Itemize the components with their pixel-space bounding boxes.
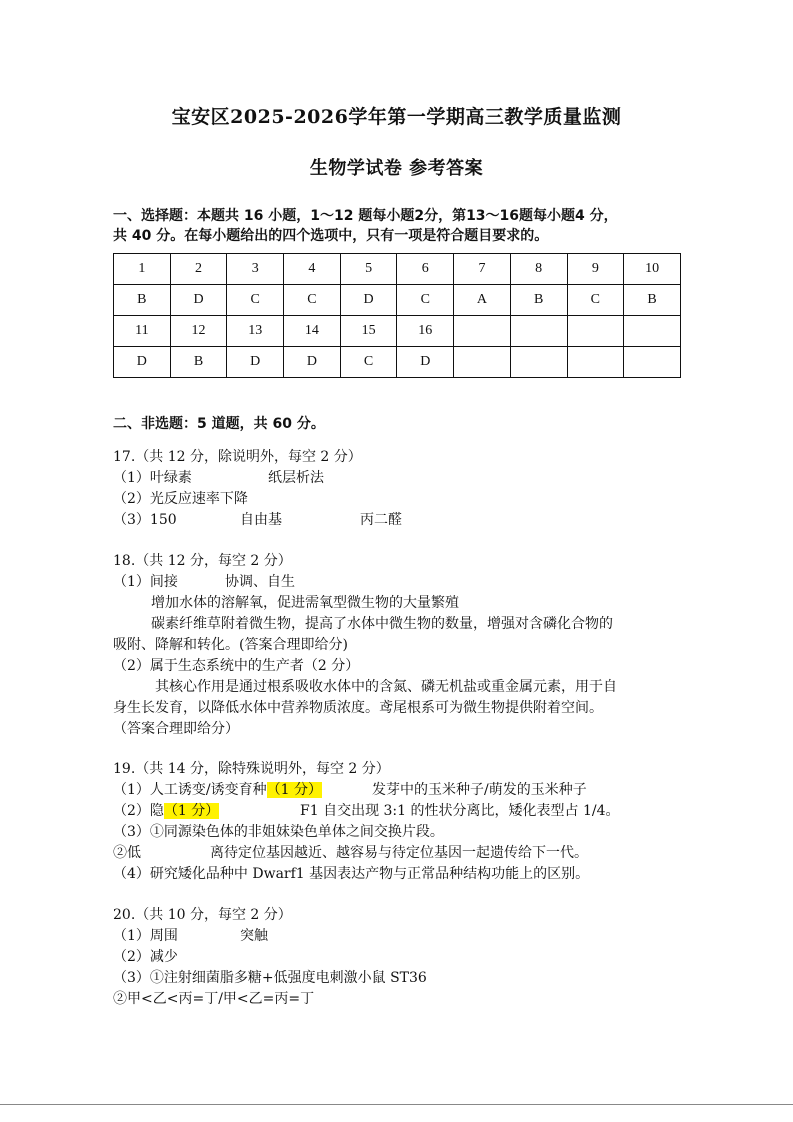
- answer-table-cell: B: [624, 285, 681, 316]
- q18-p1: 增加水体的溶解氧，促进需氧型微生物的大量繁殖: [151, 595, 459, 611]
- answer-table-cell: [510, 347, 567, 378]
- answer-table-cell: [454, 347, 511, 378]
- answer-table-cell: 5: [340, 254, 397, 285]
- q17-a3-2: 自由基: [240, 512, 282, 528]
- q19-a2: [113, 800, 219, 820]
- q17-a3-3: 丙二醛: [360, 512, 402, 528]
- q17-a3-1: （3）150: [113, 512, 177, 528]
- q20-a2: （2）减少: [113, 949, 178, 965]
- q18-p3b: 身生长发育，以降低水体中营养物质浓度。鸢尾根系可为微生物提供附着空间。: [113, 700, 603, 716]
- answer-table-cell: 13: [227, 316, 284, 347]
- answer-table-cell: [624, 347, 681, 378]
- answer-table-row: [114, 254, 681, 285]
- q19-a1-rest: 发芽中的玉米种子/萌发的玉米种子: [372, 782, 587, 798]
- answer-table-cell: 12: [170, 316, 227, 347]
- q18-p3c: （答案合理即给分）: [113, 721, 239, 737]
- answer-table-cell: 6: [397, 254, 454, 285]
- q19-a3b-1: ②低: [113, 845, 141, 861]
- answer-table-cell: 10: [624, 254, 681, 285]
- q18-p3a: 其核心作用是通过根系吸收水体中的含氮、磷无机盐或重金属元素，用于自: [155, 679, 617, 695]
- q19-head: 19.（共 14 分，除特殊说明外，每空 2 分）: [113, 761, 390, 777]
- answer-table: [113, 253, 681, 378]
- answer-table-cell: B: [510, 285, 567, 316]
- q19-a1-mark: （1 分）: [266, 782, 322, 798]
- q17-a2: （2）光反应速率下降: [113, 491, 248, 507]
- answer-table-cell: [454, 316, 511, 347]
- answer-table-row: [114, 285, 681, 316]
- q17-a1-1: （1）叶绿素: [113, 470, 192, 486]
- answer-table-cell: D: [397, 347, 454, 378]
- answer-table-cell: D: [284, 347, 341, 378]
- answer-table-cell: 15: [340, 316, 397, 347]
- answer-table-cell: B: [170, 347, 227, 378]
- q19-a2-text: （2）隐: [113, 803, 164, 819]
- q18-a1-1: （1）间接: [113, 574, 178, 590]
- answer-table-cell: C: [340, 347, 397, 378]
- q18-p2b: 吸附、降解和转化。(答案合理即给分): [113, 637, 348, 653]
- q20-a1-1: （1）周围: [113, 928, 178, 944]
- page-subtitle: 生物学试卷 参考答案: [309, 158, 484, 179]
- answer-table-cell: 2: [170, 254, 227, 285]
- section1-heading-line2: 共 40 分。在每小题给出的四个选项中，只有一项是符合题目要求的。: [113, 228, 549, 244]
- q17-head: 17.（共 12 分，除说明外，每空 2 分）: [113, 449, 362, 465]
- q19-a1: [113, 779, 322, 799]
- q19-a2-mark: （1 分）: [163, 803, 220, 819]
- q19-a2-rest: F1 自交出现 3:1 的性状分离比，矮化表型占 1/4。: [300, 803, 620, 819]
- answer-table-cell: C: [567, 285, 624, 316]
- page-bottom-rule: [0, 1104, 793, 1105]
- answer-table-cell: 9: [567, 254, 624, 285]
- answer-table-cell: 14: [284, 316, 341, 347]
- answer-table-cell: D: [340, 285, 397, 316]
- q19-a4: （4）研究矮化品种中 Dwarf1 基因表达产物与正常品种结构功能上的区别。: [113, 866, 590, 882]
- answer-table-cell: C: [284, 285, 341, 316]
- answer-table-cell: D: [170, 285, 227, 316]
- q20-a1-2: 突触: [240, 928, 268, 944]
- answer-table-cell: [624, 316, 681, 347]
- answer-table-cell: D: [227, 347, 284, 378]
- q18-p2a: 碳素纤维草附着微生物，提高了水体中微生物的数量，增强对含磷化合物的: [151, 616, 613, 632]
- answer-table-cell: 7: [454, 254, 511, 285]
- q19-a3b-2: 离待定位基因越近、越容易与待定位基因一起遗传给下一代。: [210, 845, 588, 861]
- answer-table-cell: 1: [114, 254, 171, 285]
- page-title: 宝安区2025-2026学年第一学期高三教学质量监测: [171, 106, 622, 128]
- answer-table-cell: D: [114, 347, 171, 378]
- q17-a1-2: 纸层析法: [268, 470, 324, 486]
- answer-table-cell: 4: [284, 254, 341, 285]
- answer-table-cell: 11: [114, 316, 171, 347]
- answer-table-row: [114, 347, 681, 378]
- answer-table-cell: C: [397, 285, 454, 316]
- answer-table-cell: 8: [510, 254, 567, 285]
- answer-table-cell: 16: [397, 316, 454, 347]
- q18-a1-2: 协调、自生: [225, 574, 295, 590]
- q20-a3b: ②甲<乙<丙=丁/甲<乙=丙=丁: [113, 991, 315, 1007]
- q19-a1-text: （1）人工诱变/诱变育种: [113, 782, 267, 798]
- section1-heading-line1: 一、选择题：本题共 16 小题，1～12 题每小题2分，第13～16题每小题4 分，: [113, 208, 618, 224]
- section2-heading: 二、非选题：5 道题，共 60 分。: [113, 416, 325, 432]
- answer-table-cell: [567, 316, 624, 347]
- answer-table-cell: [510, 316, 567, 347]
- q20-a3: （3）①注射细菌脂多糖+低强度电刺激小鼠 ST36: [113, 970, 427, 986]
- q18-a2: （2）属于生态系统中的生产者（2 分）: [113, 658, 360, 674]
- answer-table-cell: 3: [227, 254, 284, 285]
- q18-head: 18.（共 12 分，每空 2 分）: [113, 553, 292, 569]
- answer-table-cell: C: [227, 285, 284, 316]
- answer-table-cell: A: [454, 285, 511, 316]
- answer-table-cell: [567, 347, 624, 378]
- answer-table-row: [114, 316, 681, 347]
- q19-a3: （3）①同源染色体的非姐妹染色单体之间交换片段。: [113, 824, 444, 840]
- answer-table-cell: B: [114, 285, 171, 316]
- q20-head: 20.（共 10 分，每空 2 分）: [113, 907, 292, 923]
